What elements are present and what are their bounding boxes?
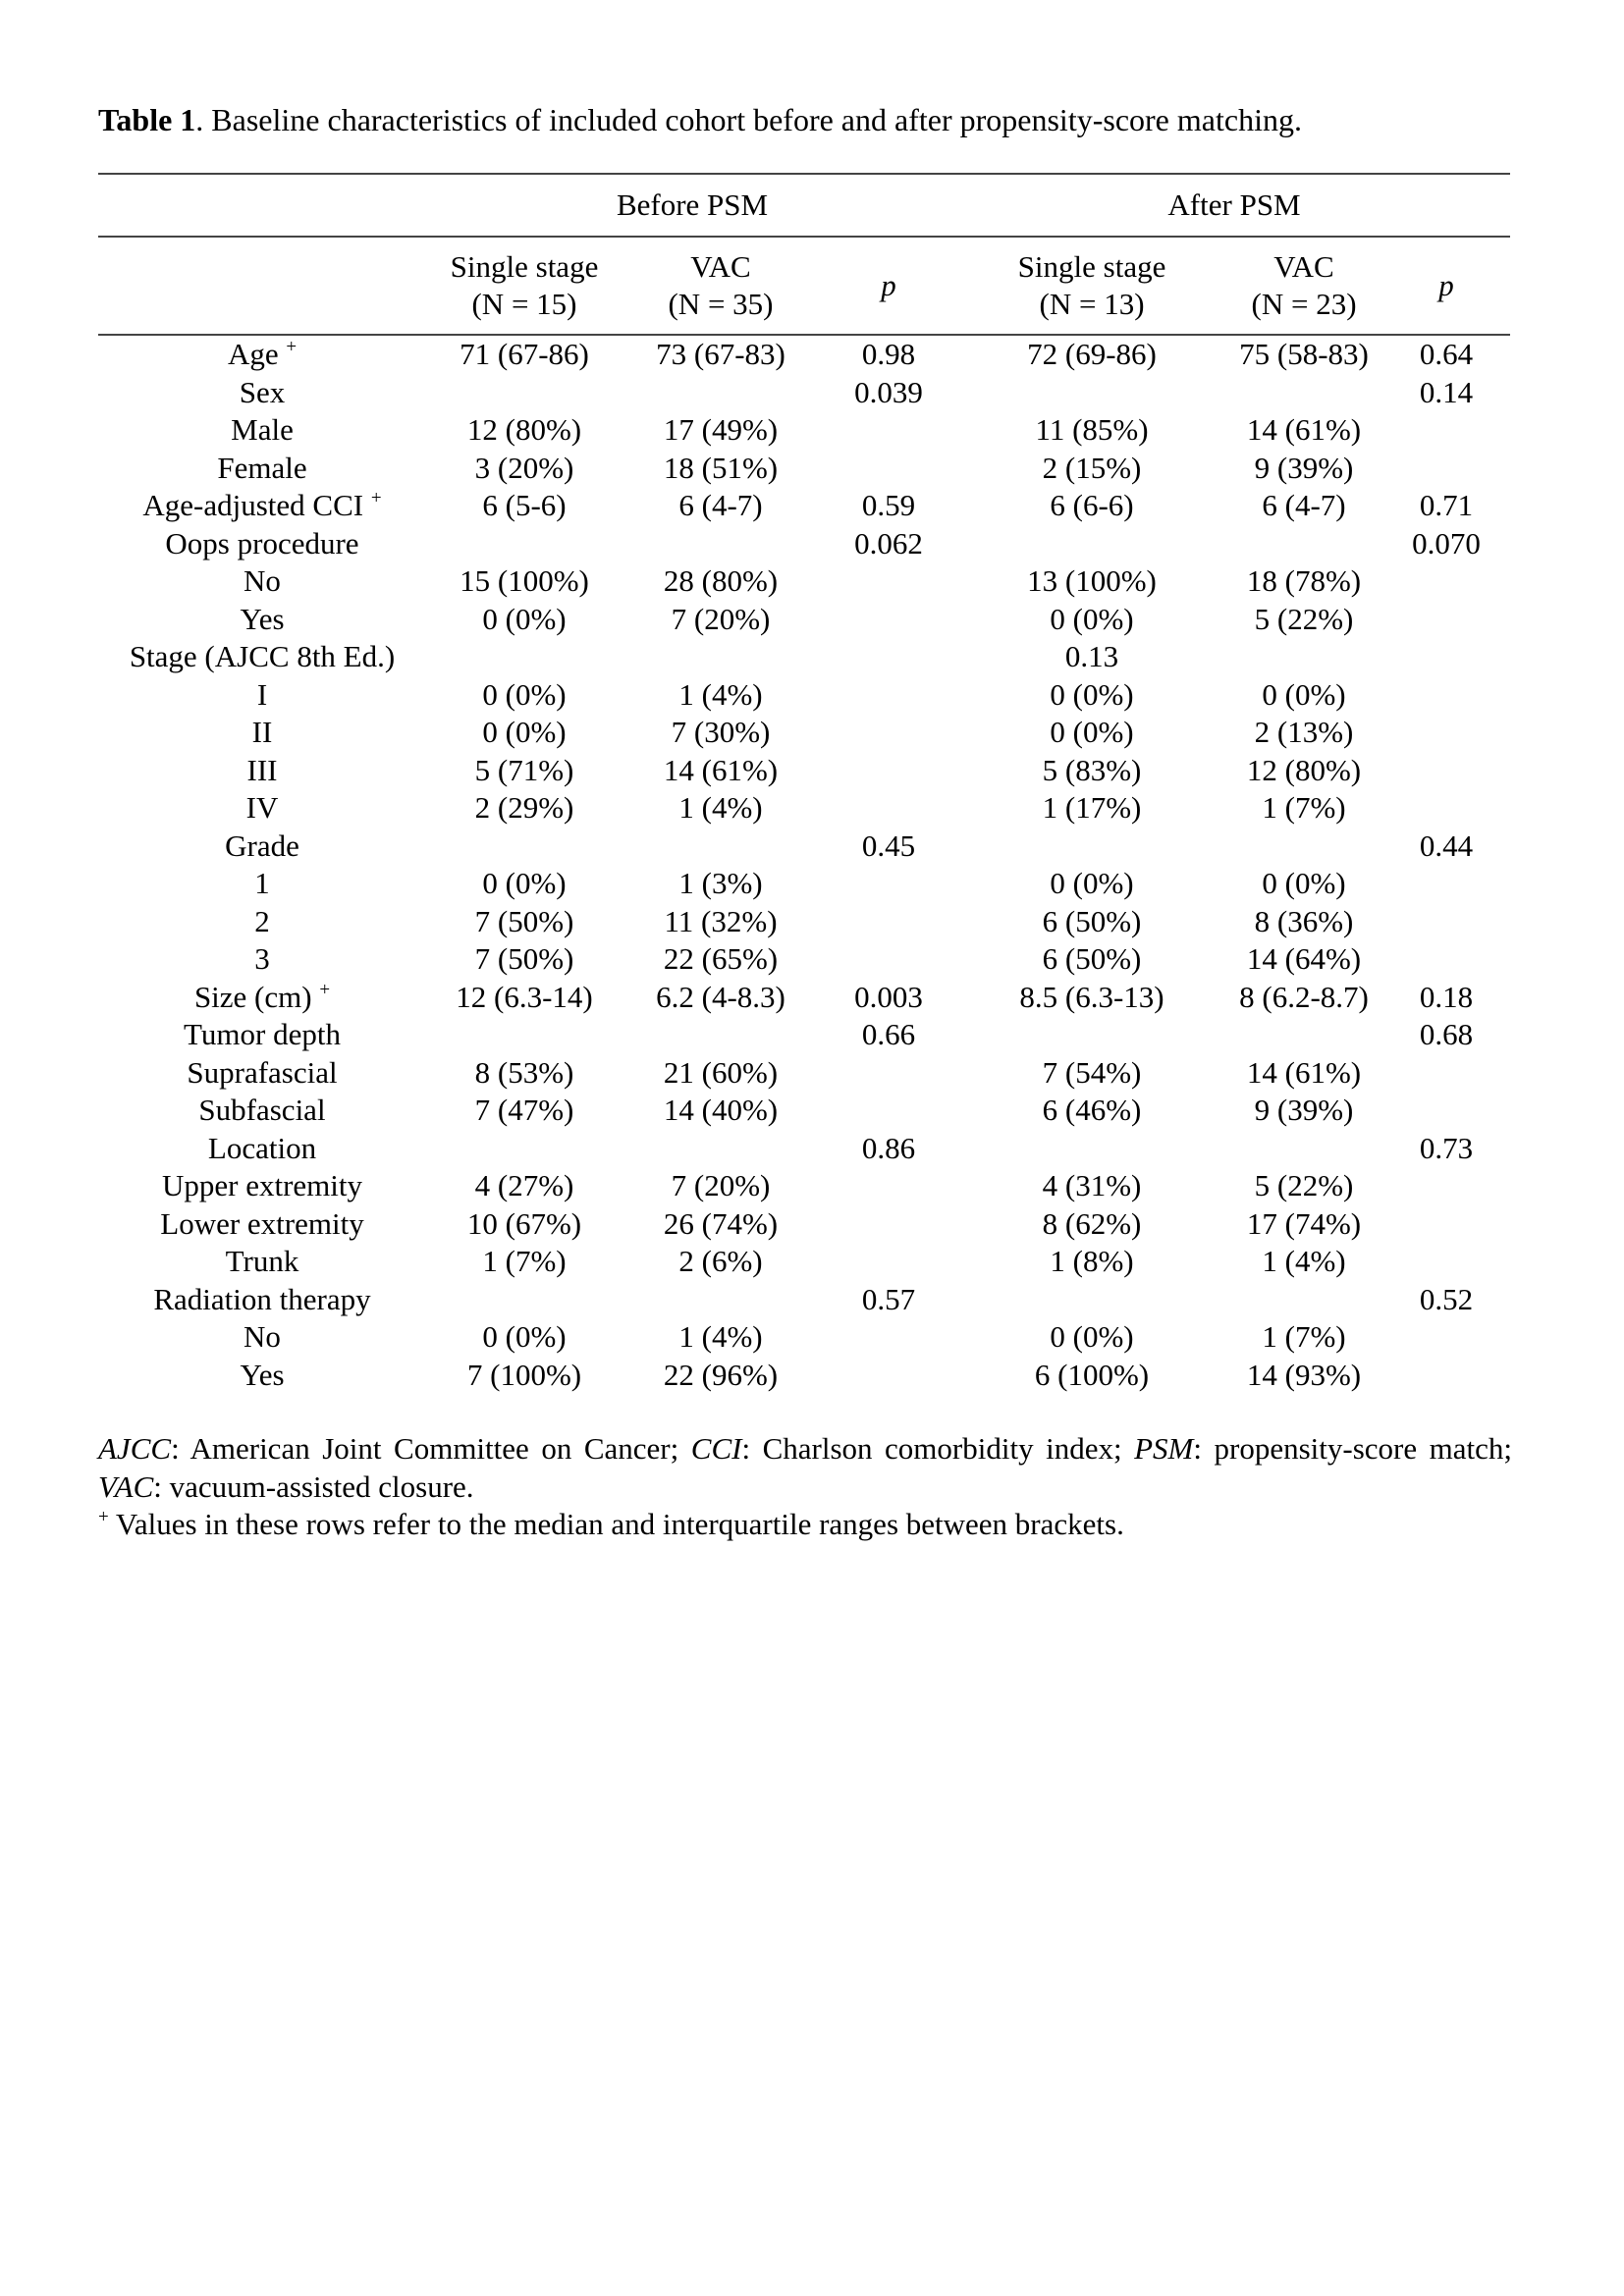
variable-row <box>98 1016 1510 1054</box>
row-label <box>98 1318 426 1357</box>
cell-after-p <box>1382 638 1510 676</box>
cell-before-p: 0.062 <box>854 525 923 561</box>
category-row <box>98 1167 1510 1205</box>
median-iqr-note-text: Values in these rows refer to the median and interquartile ranges between brackets. <box>108 1507 1124 1541</box>
cell-before-single-stage: 0 (0%) <box>482 676 567 712</box>
cell-before-p <box>819 1092 958 1130</box>
cell-before-p <box>819 714 958 752</box>
cell-after-p: 0.68 <box>1419 1017 1474 1051</box>
category-row <box>98 752 1510 790</box>
row-label <box>98 676 426 715</box>
cell-after-p <box>1382 411 1510 450</box>
column-header-n: (N = 15) <box>471 287 577 321</box>
cell-after-vac: 0 (0%) <box>1262 676 1346 712</box>
category-row <box>98 789 1510 828</box>
abbrev-term: CCI <box>690 1431 742 1466</box>
cell-before-single-stage <box>426 1281 623 1319</box>
abbreviations-note <box>98 1430 1512 1506</box>
category-row <box>98 676 1510 715</box>
cell-after-vac: 6 (4-7) <box>1262 488 1346 522</box>
row-label <box>98 1130 426 1168</box>
category-row <box>98 940 1510 979</box>
cell-before-p: 0.003 <box>854 979 923 1014</box>
cell-before-p <box>819 601 958 639</box>
cell-before-single-stage: 7 (47%) <box>474 1093 574 1127</box>
variable-row <box>98 828 1510 866</box>
abbrev-term: PSM <box>1134 1431 1194 1466</box>
variable-row <box>98 335 1510 374</box>
category-row <box>98 1054 1510 1093</box>
cell-before-single-stage: 4 (27%) <box>474 1168 574 1202</box>
abbrev-term: VAC <box>98 1468 154 1504</box>
cell-after-vac: 2 (13%) <box>1254 715 1354 749</box>
row-label-text: 2 <box>254 903 270 938</box>
cell-before-p <box>819 1357 958 1395</box>
cell-before-vac <box>623 1016 819 1054</box>
cell-before-single-stage: 12 (80%) <box>466 412 582 447</box>
median-iqr-note <box>98 1506 1512 1544</box>
cell-after-single-stage <box>958 1130 1225 1168</box>
cell-before-single-stage <box>426 525 623 563</box>
cell-before-vac: 22 (96%) <box>663 1357 779 1392</box>
column-header-row <box>98 237 1510 335</box>
cell-after-single-stage: 0 (0%) <box>1050 866 1134 900</box>
group-header-after-psm: After PSM <box>958 174 1510 237</box>
group-header-row <box>98 174 1510 237</box>
table-caption-label: Table 1 <box>98 102 196 137</box>
cell-before-single-stage: 12 (6.3-14) <box>456 979 593 1014</box>
cell-after-single-stage <box>958 1281 1225 1319</box>
cell-before-vac: 7 (30%) <box>671 715 771 749</box>
cell-before-vac: 1 (4%) <box>678 1319 763 1354</box>
row-label-text: IV <box>245 790 279 825</box>
row-label-text: Location <box>207 1130 317 1165</box>
variable-row <box>98 979 1510 1017</box>
cell-after-vac: 14 (61%) <box>1246 412 1362 447</box>
cell-after-vac: 5 (22%) <box>1254 1168 1354 1202</box>
cell-before-single-stage: 0 (0%) <box>482 715 567 749</box>
cell-after-vac: 18 (78%) <box>1246 563 1362 598</box>
cell-after-single-stage: 0 (0%) <box>1050 601 1134 636</box>
cell-before-p <box>819 940 958 979</box>
cell-before-p: 0.66 <box>861 1017 916 1051</box>
cell-after-p <box>1382 601 1510 639</box>
row-label <box>98 411 426 450</box>
cell-after-vac <box>1225 828 1382 866</box>
cell-before-vac: 1 (4%) <box>678 790 763 825</box>
variable-row <box>98 525 1510 563</box>
cell-after-single-stage: 6 (100%) <box>1034 1357 1150 1392</box>
cell-after-vac: 12 (80%) <box>1246 752 1362 787</box>
cell-after-single-stage: 13 (100%) <box>1027 563 1157 598</box>
cell-before-single-stage: 1 (7%) <box>482 1244 567 1278</box>
cell-before-p: 0.039 <box>854 374 923 409</box>
cell-after-single-stage: 4 (31%) <box>1042 1168 1142 1202</box>
row-label <box>98 828 426 866</box>
table-header <box>98 174 1510 335</box>
cell-before-single-stage <box>426 1130 623 1168</box>
cell-before-vac: 6.2 (4-8.3) <box>656 979 785 1014</box>
column-header-name: Single stage <box>1017 249 1166 284</box>
cell-after-vac: 8 (36%) <box>1254 903 1354 938</box>
column-header-n: (N = 13) <box>1039 287 1145 321</box>
row-label-text: Radiation therapy <box>153 1281 371 1316</box>
cell-before-vac: 26 (74%) <box>663 1205 779 1241</box>
row-label <box>98 638 426 676</box>
variable-row <box>98 374 1510 412</box>
row-label-text: 1 <box>254 866 270 900</box>
row-label-text: Lower extremity <box>160 1205 364 1241</box>
cell-after-single-stage: 8 (62%) <box>1042 1205 1142 1241</box>
cell-before-vac: 1 (3%) <box>678 866 763 900</box>
column-header-blank <box>98 237 426 335</box>
row-label-text: Tumor depth <box>184 1017 341 1051</box>
cell-after-vac: 5 (22%) <box>1254 601 1354 636</box>
cell-before-vac: 6 (4-7) <box>678 488 763 522</box>
cell-before-single-stage: 7 (50%) <box>474 903 574 938</box>
cell-after-single-stage: 6 (6-6) <box>1050 488 1134 522</box>
row-label-text: Sex <box>239 374 286 409</box>
category-row <box>98 562 1510 601</box>
cell-after-single-stage: 1 (17%) <box>1042 790 1142 825</box>
baseline-characteristics-table <box>98 173 1510 1394</box>
cell-after-p <box>1382 940 1510 979</box>
cell-before-single-stage: 2 (29%) <box>474 790 574 825</box>
cell-before-p <box>819 676 958 715</box>
table-caption-text: . Baseline characteristics of included cohort before and after propensity-score matching. <box>195 102 1302 137</box>
cell-after-single-stage: 2 (15%) <box>1042 450 1142 485</box>
cell-before-p <box>819 411 958 450</box>
row-label-text: Oops procedure <box>165 525 359 561</box>
row-label <box>98 1054 426 1093</box>
row-label-text: Subfascial <box>198 1093 326 1127</box>
variable-row <box>98 638 1510 676</box>
cell-before-single-stage <box>426 1016 623 1054</box>
category-row <box>98 450 1510 488</box>
cell-after-p <box>1382 865 1510 903</box>
cell-after-vac <box>1225 1016 1382 1054</box>
row-label-text: Age <box>227 337 279 371</box>
cell-before-single-stage: 8 (53%) <box>474 1054 574 1090</box>
cell-after-vac: 14 (61%) <box>1246 1054 1362 1090</box>
row-label-text: II <box>251 715 273 749</box>
cell-before-p <box>819 1054 958 1093</box>
cell-before-vac <box>623 374 819 412</box>
cell-before-vac: 1 (4%) <box>678 676 763 712</box>
cell-after-single-stage: 11 (85%) <box>1035 412 1149 447</box>
row-label <box>98 601 426 639</box>
abbrev-term: AJCC <box>98 1431 172 1466</box>
row-label <box>98 525 426 563</box>
cell-before-vac <box>623 525 819 563</box>
column-header-n: (N = 23) <box>1251 287 1357 321</box>
cell-before-single-stage: 15 (100%) <box>460 563 589 598</box>
cell-after-p <box>1382 1243 1510 1281</box>
cell-after-p: 0.52 <box>1419 1281 1474 1316</box>
column-header-after-p: p <box>1382 237 1510 335</box>
column-header-name: VAC <box>1273 249 1334 284</box>
row-label <box>98 1357 426 1395</box>
row-label-text: Age-adjusted CCI <box>142 488 364 522</box>
cell-after-p <box>1382 1318 1510 1357</box>
cell-before-single-stage: 0 (0%) <box>482 601 567 636</box>
row-label-text: I <box>256 676 268 712</box>
row-label-text: Trunk <box>225 1244 299 1278</box>
cell-before-p <box>819 1318 958 1357</box>
cell-after-single-stage <box>958 374 1225 412</box>
footnote-marker: + <box>319 979 331 1000</box>
cell-after-single-stage: 6 (50%) <box>1042 941 1142 976</box>
cell-before-p <box>819 1243 958 1281</box>
category-row <box>98 1357 1510 1395</box>
cell-after-p <box>1382 1205 1510 1244</box>
cell-before-single-stage: 0 (0%) <box>482 1319 567 1354</box>
cell-before-p <box>819 638 958 676</box>
cell-after-p <box>1382 562 1510 601</box>
cell-after-single-stage: 0 (0%) <box>1050 1319 1134 1354</box>
row-label-text: 3 <box>254 941 270 976</box>
cell-before-p <box>819 865 958 903</box>
category-row <box>98 1205 1510 1244</box>
cell-after-p: 0.64 <box>1419 337 1474 371</box>
cell-after-vac: 75 (58-83) <box>1239 337 1369 371</box>
cell-after-vac: 17 (74%) <box>1246 1205 1362 1241</box>
column-header-before-single-stage <box>426 237 623 335</box>
cell-before-vac: 11 (32%) <box>664 903 778 938</box>
cell-before-single-stage: 71 (67-86) <box>460 337 589 371</box>
cell-after-single-stage: 72 (69-86) <box>1027 337 1157 371</box>
cell-before-p: 0.98 <box>861 337 916 371</box>
cell-after-single-stage: 0 (0%) <box>1050 715 1134 749</box>
cell-before-vac: 14 (61%) <box>663 752 779 787</box>
footnote-marker: + <box>98 1507 109 1527</box>
cell-after-single-stage: 1 (8%) <box>1050 1244 1134 1278</box>
cell-before-p: 0.57 <box>861 1281 916 1316</box>
cell-before-p <box>819 562 958 601</box>
cell-before-vac: 14 (40%) <box>663 1093 779 1127</box>
category-row <box>98 865 1510 903</box>
cell-before-p: 0.45 <box>861 828 916 863</box>
row-label-text: Suprafascial <box>187 1054 338 1090</box>
row-label-text: Stage (AJCC 8th Ed.) <box>129 639 396 673</box>
cell-before-vac <box>623 1281 819 1319</box>
row-label-text: Upper extremity <box>161 1168 362 1202</box>
abbrev-def: : Charlson comorbidity index; <box>741 1431 1135 1466</box>
cell-before-single-stage: 0 (0%) <box>482 866 567 900</box>
category-row <box>98 903 1510 941</box>
category-row <box>98 1318 1510 1357</box>
row-label <box>98 752 426 790</box>
cell-before-single-stage: 5 (71%) <box>474 752 574 787</box>
cell-after-single-stage <box>958 1016 1225 1054</box>
cell-after-vac <box>1225 1281 1382 1319</box>
row-label-text: Size (cm) <box>193 979 312 1014</box>
category-row <box>98 601 1510 639</box>
footnote-marker: + <box>370 488 382 508</box>
row-label <box>98 562 426 601</box>
group-header-blank <box>98 174 426 237</box>
cell-before-vac: 21 (60%) <box>663 1054 779 1090</box>
cell-after-single-stage: 0.13 <box>1064 639 1119 673</box>
abbrev-def: : American Joint Committee on Cancer; <box>171 1431 691 1466</box>
row-label-text: Female <box>217 450 307 485</box>
table-body <box>98 335 1510 1394</box>
cell-after-single-stage <box>958 525 1225 563</box>
cell-after-p: 0.71 <box>1419 488 1474 522</box>
category-row <box>98 1243 1510 1281</box>
cell-after-vac: 1 (4%) <box>1262 1244 1346 1278</box>
variable-row <box>98 487 1510 525</box>
cell-before-vac: 2 (6%) <box>678 1244 763 1278</box>
column-header-before-p: p <box>819 237 958 335</box>
cell-before-single-stage: 3 (20%) <box>474 450 574 485</box>
cell-after-single-stage <box>958 828 1225 866</box>
cell-after-vac: 8 (6.2-8.7) <box>1239 979 1369 1014</box>
cell-after-vac: 14 (64%) <box>1246 941 1362 976</box>
table-caption <box>98 100 1512 139</box>
category-row <box>98 411 1510 450</box>
cell-before-vac <box>623 1130 819 1168</box>
cell-after-single-stage: 6 (50%) <box>1042 903 1142 938</box>
cell-before-p <box>819 1167 958 1205</box>
cell-after-vac <box>1225 638 1382 676</box>
cell-before-single-stage <box>426 828 623 866</box>
cell-after-p <box>1382 752 1510 790</box>
cell-after-vac: 1 (7%) <box>1262 790 1346 825</box>
row-label-text: III <box>246 752 278 787</box>
cell-before-vac: 17 (49%) <box>663 412 779 447</box>
cell-after-vac: 9 (39%) <box>1254 1093 1354 1127</box>
cell-before-p: 0.59 <box>861 488 916 522</box>
row-label <box>98 1167 426 1205</box>
cell-after-vac: 1 (7%) <box>1262 1319 1346 1354</box>
row-label-text: Yes <box>240 1357 285 1392</box>
cell-before-single-stage: 7 (50%) <box>474 941 574 976</box>
cell-after-single-stage: 0 (0%) <box>1050 676 1134 712</box>
cell-before-vac <box>623 638 819 676</box>
cell-after-p: 0.73 <box>1419 1130 1474 1165</box>
cell-after-vac <box>1225 1130 1382 1168</box>
row-label <box>98 450 426 488</box>
category-row <box>98 714 1510 752</box>
cell-before-vac: 73 (67-83) <box>656 337 785 371</box>
cell-before-vac: 7 (20%) <box>671 601 771 636</box>
cell-before-vac: 22 (65%) <box>663 941 779 976</box>
column-header-name: VAC <box>690 249 751 284</box>
cell-before-vac: 7 (20%) <box>671 1168 771 1202</box>
column-header-after-vac <box>1225 237 1382 335</box>
row-label <box>98 374 426 412</box>
cell-after-single-stage: 5 (83%) <box>1042 752 1142 787</box>
cell-after-p <box>1382 1092 1510 1130</box>
cell-after-p <box>1382 1167 1510 1205</box>
cell-before-p <box>819 450 958 488</box>
cell-after-p <box>1382 789 1510 828</box>
row-label <box>98 940 426 979</box>
cell-before-vac: 28 (80%) <box>663 563 779 598</box>
cell-after-single-stage: 7 (54%) <box>1042 1054 1142 1090</box>
row-label <box>98 1016 426 1054</box>
cell-after-p <box>1382 450 1510 488</box>
row-label <box>98 979 426 1017</box>
cell-before-vac <box>623 828 819 866</box>
column-header-after-single-stage <box>958 237 1225 335</box>
row-label-text: Grade <box>225 828 299 863</box>
row-label-text: Yes <box>240 601 285 636</box>
cell-after-p: 0.18 <box>1419 979 1474 1014</box>
cell-after-vac <box>1225 374 1382 412</box>
cell-after-p <box>1382 714 1510 752</box>
group-header-before-psm: Before PSM <box>426 174 958 237</box>
cell-after-p <box>1382 903 1510 941</box>
row-label <box>98 335 426 374</box>
cell-after-vac <box>1225 525 1382 563</box>
row-label <box>98 1243 426 1281</box>
row-label-text: No <box>244 1319 281 1354</box>
row-label-text: Male <box>231 412 294 447</box>
abbrev-def: : propensity-score match; <box>1193 1431 1512 1466</box>
cell-before-p <box>819 1205 958 1244</box>
cell-before-single-stage: 10 (67%) <box>466 1205 582 1241</box>
footnote-marker: + <box>286 337 298 357</box>
cell-after-p: 0.14 <box>1419 374 1474 409</box>
cell-before-single-stage: 6 (5-6) <box>482 488 567 522</box>
cell-before-p <box>819 903 958 941</box>
column-header-name: Single stage <box>450 249 599 284</box>
cell-after-single-stage: 8.5 (6.3-13) <box>1019 979 1164 1014</box>
table-footnotes <box>98 1430 1512 1544</box>
row-label <box>98 1281 426 1319</box>
cell-after-vac: 9 (39%) <box>1254 450 1354 485</box>
cell-before-single-stage <box>426 374 623 412</box>
cell-before-p <box>819 789 958 828</box>
abbrev-def: : vacuum-assisted closure. <box>153 1468 474 1504</box>
cell-after-p: 0.070 <box>1412 525 1481 561</box>
column-header-before-vac <box>623 237 819 335</box>
row-label <box>98 865 426 903</box>
row-label <box>98 1092 426 1130</box>
row-label <box>98 487 426 525</box>
cell-before-single-stage <box>426 638 623 676</box>
cell-after-vac: 14 (93%) <box>1246 1357 1362 1392</box>
row-label <box>98 714 426 752</box>
row-label-text: No <box>244 563 281 598</box>
cell-before-p <box>819 752 958 790</box>
cell-before-p: 0.86 <box>861 1130 916 1165</box>
column-header-n: (N = 35) <box>668 287 774 321</box>
row-label <box>98 1205 426 1244</box>
category-row <box>98 1092 1510 1130</box>
variable-row <box>98 1281 1510 1319</box>
cell-after-p: 0.44 <box>1419 828 1474 863</box>
cell-before-vac: 18 (51%) <box>663 450 779 485</box>
row-label <box>98 789 426 828</box>
row-label <box>98 903 426 941</box>
cell-after-p <box>1382 1054 1510 1093</box>
cell-after-single-stage: 6 (46%) <box>1042 1093 1142 1127</box>
cell-before-single-stage: 7 (100%) <box>466 1357 582 1392</box>
cell-after-p <box>1382 676 1510 715</box>
cell-after-vac: 0 (0%) <box>1262 866 1346 900</box>
cell-after-p <box>1382 1357 1510 1395</box>
variable-row <box>98 1130 1510 1168</box>
